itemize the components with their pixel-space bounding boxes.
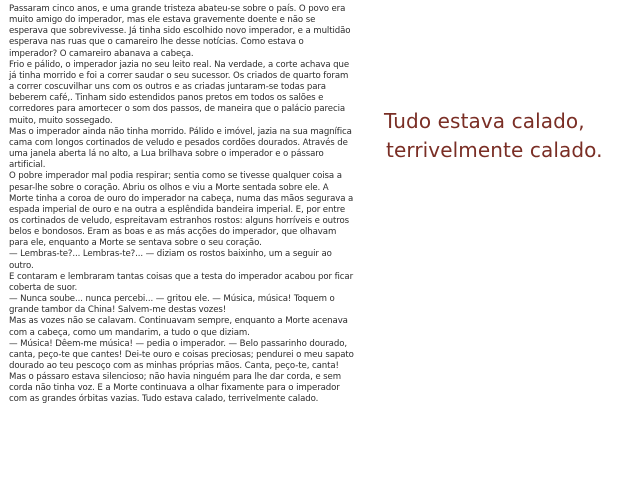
pull-quote-line-1: Tudo estava calado, bbox=[384, 109, 585, 133]
story-paragraph-6: E contaram e lembraram tantas coisas que a testa do imperador acabou por ficar coberta de suor. bbox=[9, 271, 354, 293]
story-paragraph-4: O pobre imperador mal podia respirar; sentia como se tivesse qualquer coisa a pesar-lhe sobre o coração. Abriu os olhos e viu a Morte sentada sobre ele. A Morte tinha a coroa de ouro do imperador na cabeça, numa das mãos segurava a espada imperial de ouro e na outra a esplêndida bandeira imperial. E, por entre os cortinados de veludo, espreitavam estranhos rostos: alguns horríveis e outros belos e bondosos. Eram as boas e as más acções do imperador, que olhavam para ele, enquanto a Morte se sentava sobre o seu coração. bbox=[9, 171, 354, 249]
pull-quote-line-2: terrivelmente calado. bbox=[386, 138, 603, 162]
story-paragraph-10: Mas o pássaro estava silencioso; não havia ninguém para lhe dar corda, e sem corda não tinha voz. E a Morte continuava a olhar fixamente para o imperador com as grandes órbitas vazias. Tudo estava calado, terrivelmente calado. bbox=[9, 372, 342, 405]
story-paragraph-3: Mas o imperador ainda não tinha morrido. Pálido e imóvel, jazia na sua magnífica cama com longos cortinados de veludo e pesados cordões dourados. Através de uma janela aberta lá no alto, a Lua brilhava sobre o imperador e o pássaro artificial. bbox=[9, 126, 352, 171]
story-paragraph-7: — Nunca soube... nunca percebi... — gritou ele. — Música, música! Toquem o grande tambor da China! Salvem-me destas vozes! bbox=[9, 294, 335, 316]
story-paragraph-1: Passaram cinco anos, e uma grande tristeza abateu-se sobre o país. O povo era muito amigo do imperador, mas ele estava gravemente doente e não se esperava que sobrevivesse. Já tinha sido escolhido novo imperador, e a multidão esperava nas ruas que o camareiro lhe desse notícias. Como estava o imperador? O camareiro abanava a cabeça. bbox=[9, 4, 351, 59]
story-paragraph-5: — Lembras-te?... Lembras-te?... — diziam os rostos baixinho, um a seguir ao outro. bbox=[9, 249, 332, 271]
story-paragraph-2: Frio e pálido, o imperador jazia no seu leito real. Na verdade, a corte achava que já tinha morrido e foi a correr saudar o seu sucessor. Os criados de quarto foram a correr coscuvilhar uns com os outros e as criadas juntaram-se todas para beberem café,. Tinham sido estendidos panos pretos em todos os salões e corredores para amortecer o som dos passos, de maneira que o palácio parecia muito, muito sossegado. bbox=[9, 59, 350, 126]
story-body bbox=[9, 4, 354, 406]
story-paragraph-8: Mas as vozes não se calavam. Continuavam sempre, enquanto a Morte acenava com a cabeça, como um mandarim, a tudo o que diziam. bbox=[9, 316, 348, 338]
pull-quote bbox=[384, 107, 634, 165]
story-paragraph-9: — Música! Dêem-me música! — pedia o imperador. — Belo passarinho dourado, canta, peço-te que cantes! Dei-te ouro e coisas preciosas; pendurei o meu sapato dourado ao teu pescoço com as minhas próprias mãos. Canta, peço-te, canta! bbox=[9, 338, 354, 371]
